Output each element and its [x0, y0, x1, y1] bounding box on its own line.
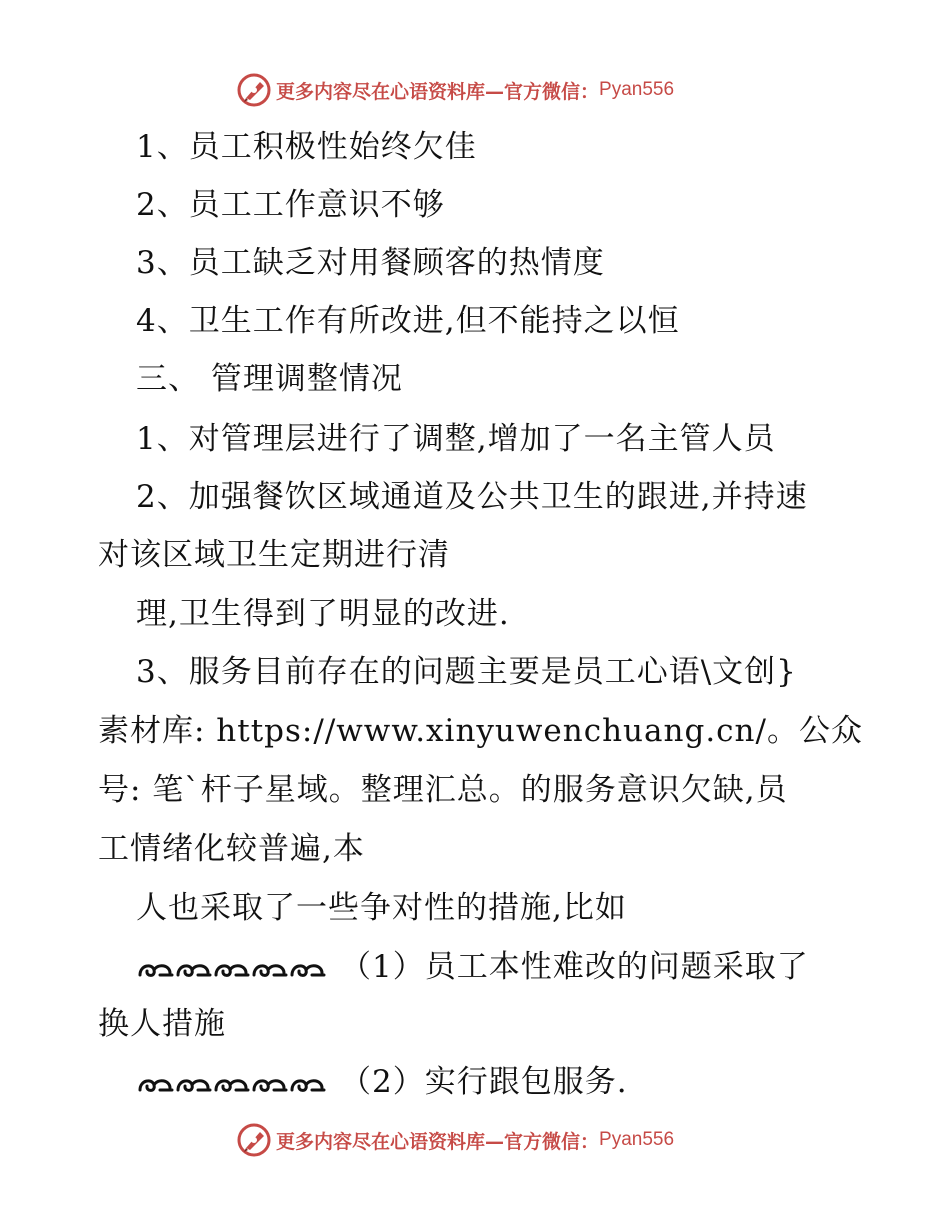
pen-logo-icon [236, 72, 272, 108]
list-item [136, 947, 809, 989]
swirl-ornament-icon [174, 1074, 212, 1096]
text-line: 3、服务目前存在的问题主要是员工心语\文创} [136, 654, 797, 690]
text-line: 3、员工缺乏对用餐顾客的热情度 [136, 245, 605, 281]
text-line: 人也采取了一些争对性的措施,比如 [136, 890, 627, 926]
swirl-ornament-icon [212, 959, 250, 981]
text-line: 工情绪化较普遍,本 [98, 831, 365, 867]
footer-watermark-banner [236, 1120, 674, 1160]
text-line: 4、卫生工作有所改进,但不能持之以恒 [136, 303, 680, 339]
header-watermark-banner [236, 70, 674, 110]
list-item [136, 1062, 628, 1104]
swirl-ornament-icon [250, 1074, 288, 1096]
text-line: 号: 笔`杆子星域。整理汇总。的服务意识欠缺,员 [98, 772, 788, 808]
section-heading: 三、 管理调整情况 [136, 361, 403, 397]
text-line: 2、员工工作意识不够 [136, 187, 445, 223]
swirl-ornament-icon [288, 1074, 326, 1096]
footer-banner-text: 更多内容尽在心语资料库—官方微信： [276, 1130, 600, 1153]
swirl-ornament-icon [136, 1074, 174, 1096]
text-line: 2、加强餐饮区域通道及公共卫生的跟进,并持速 [136, 479, 808, 515]
text-line: 素材库: https://www.xinyuwenchuang.cn/。公众 [98, 713, 863, 749]
text-line: 1、员工积极性始终欠佳 [136, 129, 477, 165]
ornament-row [136, 949, 326, 989]
header-banner-text: 更多内容尽在心语资料库—官方微信： [276, 80, 600, 103]
swirl-ornament-icon [288, 959, 326, 981]
footer-wechat-id: Pyan556 [599, 1129, 675, 1150]
text-line: 1、对管理层进行了调整,增加了一名主管人员 [136, 421, 776, 457]
swirl-ornament-icon [250, 959, 288, 981]
swirl-ornament-icon [136, 959, 174, 981]
pen-logo-icon [236, 1122, 272, 1158]
text-line: 对该区域卫生定期进行清 [98, 537, 450, 573]
swirl-ornament-icon [174, 959, 212, 981]
text-line: 换人措施 [98, 1006, 226, 1042]
list-item-text: （2）实行跟包服务. [340, 1064, 628, 1100]
list-item-text: （1）员工本性难改的问题采取了 [340, 949, 809, 985]
ornament-row [136, 1064, 326, 1104]
swirl-ornament-icon [212, 1074, 250, 1096]
header-wechat-id: Pyan556 [599, 79, 675, 100]
text-line: 理,卫生得到了明显的改进. [136, 596, 510, 632]
